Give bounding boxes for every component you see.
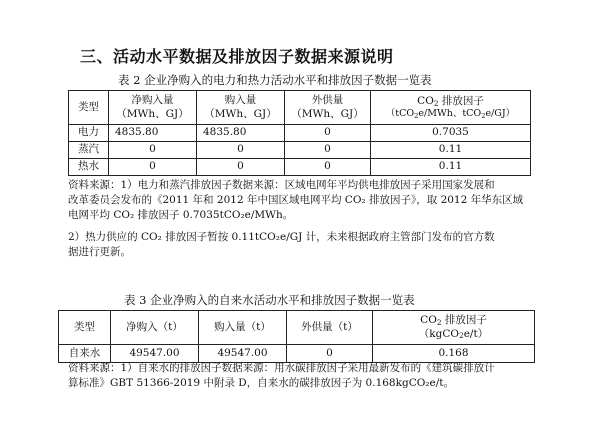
header-type: 类型: [59, 311, 111, 345]
unit-a: （kgCO: [418, 327, 460, 340]
table3: [58, 310, 535, 363]
table2: [68, 90, 531, 176]
header-export-unit: （MWh、GJ）: [291, 107, 364, 120]
header-factor-label: [373, 95, 528, 108]
table2-note-4: 2）热力供应的 CO₂ 排放因子暂按 0.11tCO₂e/GJ 计，未来根据政府主管部门发布的官方数: [68, 231, 495, 243]
header-net-purchase: [109, 91, 197, 125]
factor-co: CO: [420, 314, 437, 327]
unit-c: e/MWh、tCO: [418, 108, 482, 120]
table-row: [69, 125, 531, 142]
table-row: [69, 159, 531, 176]
table2-note-5: 据进行更新。: [68, 246, 131, 258]
row-type: 热水: [69, 159, 109, 176]
header-purchase: [197, 91, 285, 125]
unit-a: （tCO: [385, 108, 415, 120]
table2-note-3: 电网平均 CO₂ 排放因子 0.7035tCO₂e/MWh。: [68, 209, 294, 221]
table3-note-1: 资料来源：1）自来水的排放因子数据来源：用水碳排放因子采用最新发布的《建筑碳排放计: [68, 362, 495, 374]
row-factor: 0.11: [371, 142, 531, 159]
row-type: 电力: [69, 125, 109, 142]
row-net: 49547.00: [111, 345, 199, 363]
row-net: 4835.80: [109, 125, 197, 142]
header-net-purchase: 净购入（t）: [111, 311, 199, 345]
factor-sub: 2: [436, 318, 442, 328]
unit-c: e/t）: [463, 327, 489, 340]
row-purchase: 4835.80: [197, 125, 285, 142]
row-net: 0: [109, 159, 197, 176]
row-export: 0: [285, 142, 371, 159]
header-factor: [373, 311, 535, 345]
header-purchase-unit: （MWh、GJ）: [204, 107, 277, 120]
header-export: [285, 91, 371, 125]
table3-note-2: 算标准》GBT 51366-2019 中附录 D，自来水的碳排放因子为 0.168kgCO₂e/t。: [68, 377, 455, 389]
header-export-label: 外供量: [311, 94, 344, 107]
factor-post: 排放因子: [441, 314, 487, 327]
unit-e: e/GJ）: [485, 108, 516, 120]
section-heading: 三、活动水平数据及排放因子数据来源说明: [80, 47, 394, 66]
unit-d: 2: [481, 111, 486, 120]
row-net: 0: [109, 142, 197, 159]
header-net-purchase-label: 净购入量: [131, 94, 174, 107]
unit-b: 2: [459, 331, 464, 341]
row-type: 蒸汽: [69, 142, 109, 159]
header-factor: [371, 91, 531, 125]
table-row: [69, 142, 531, 159]
row-purchase: 0: [197, 142, 285, 159]
table-row: [59, 345, 535, 363]
header-export: 外供量（t）: [287, 311, 373, 345]
header-factor-unit: [375, 328, 532, 341]
row-export: 0: [285, 159, 371, 176]
factor-sub: 2: [433, 98, 439, 108]
row-purchase: 0: [197, 159, 285, 176]
header-type: 类型: [69, 91, 109, 125]
header-purchase: 购入量（t）: [199, 311, 287, 345]
table3-header-row: [59, 311, 535, 345]
header-net-purchase-unit: （MWh、GJ）: [116, 107, 189, 120]
row-factor: 0.7035: [371, 125, 531, 142]
row-export: 0: [287, 345, 373, 363]
table2-note-2: 改革委员会发布的《2011 年和 2012 年中国区域电网平均 CO₂ 排放因子》，取 2012 年华东区域: [68, 194, 524, 206]
row-export: 0: [285, 125, 371, 142]
header-purchase-label: 购入量: [224, 94, 257, 107]
table2-note-1: 资料来源：1）电力和蒸汽排放因子数据来源：区域电网年平均供电排放因子采用国家发展和: [68, 179, 495, 191]
row-factor: 0.168: [373, 345, 535, 363]
table3-caption: 表 3 企业净购入的自来水活动水平和排放因子数据一览表: [124, 293, 415, 307]
row-factor: 0.11: [371, 159, 531, 176]
row-purchase: 49547.00: [199, 345, 287, 363]
table2-header-row: [69, 91, 531, 125]
table2-caption: 表 2 企业净购入的电力和热力活动水平和排放因子数据一览表: [118, 73, 432, 87]
header-factor-unit: [373, 108, 528, 120]
factor-co: CO: [417, 95, 434, 107]
unit-b: 2: [414, 111, 419, 120]
header-factor-label: [375, 314, 532, 327]
factor-post: 排放因子: [438, 95, 484, 107]
row-type: 自来水: [59, 345, 111, 363]
